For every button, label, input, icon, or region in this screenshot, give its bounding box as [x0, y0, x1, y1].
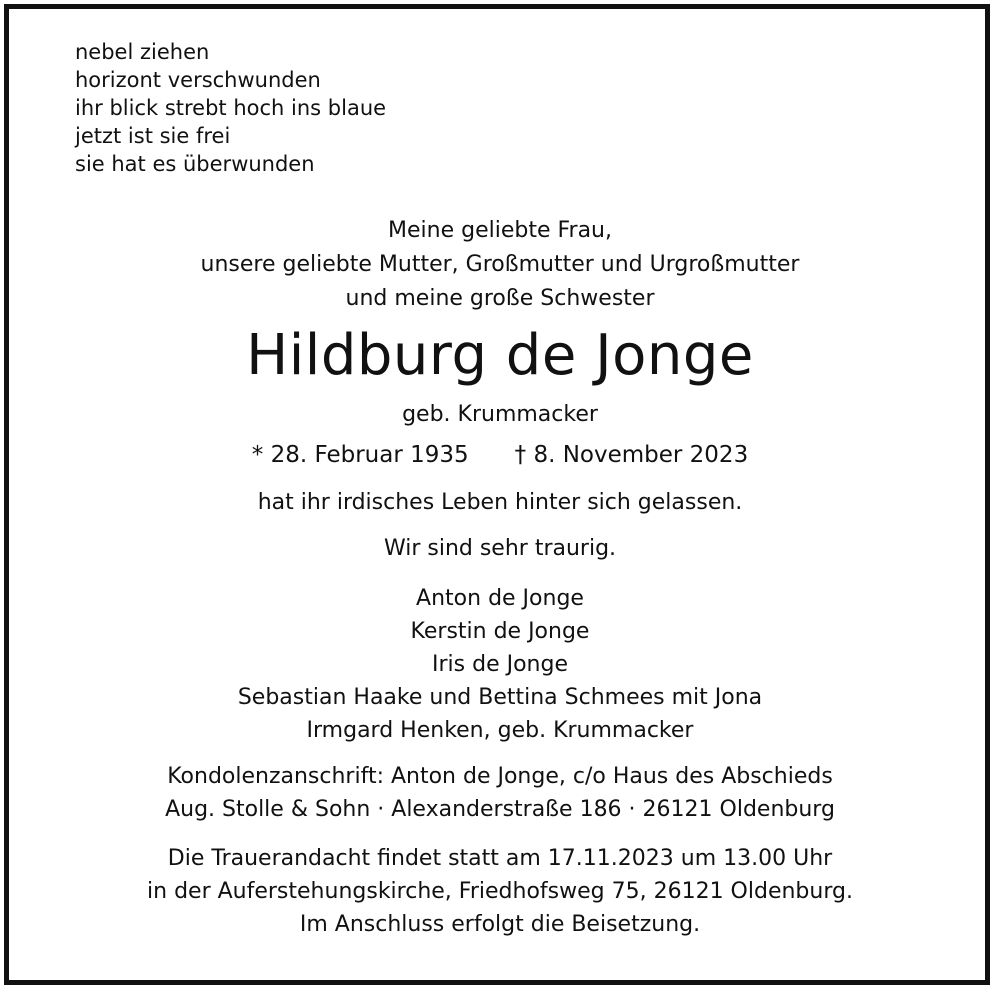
- birth-name: geb. Krummacker: [402, 402, 598, 427]
- signer: Iris de Jonge: [432, 652, 568, 677]
- signer: Anton de Jonge: [416, 586, 584, 611]
- signer: Sebastian Haake und Bettina Schmees mit Jona: [237, 685, 763, 710]
- intro-line: Meine geliebte Frau,: [388, 218, 612, 243]
- intro-line: und meine große Schwester: [345, 286, 655, 311]
- signer: Irmgard Henken, geb. Krummacker: [306, 718, 694, 743]
- sadness-text: Wir sind sehr traurig.: [383, 536, 617, 561]
- poem-line: ihr blick strebt hoch ins blaue: [75, 96, 387, 120]
- signers-list: [0, 582, 1000, 747]
- poem: [75, 38, 386, 178]
- service-line: Die Trauerandacht findet statt am 17.11.2023 um 13.00 Uhr: [167, 846, 833, 871]
- death-date: † 8. November 2023: [514, 442, 749, 468]
- intro-text: [0, 214, 1000, 316]
- condolence-line: Kondolenzanschrift: Anton de Jonge, c/o Haus des Abschieds: [167, 764, 833, 789]
- poem-line: nebel ziehen: [75, 40, 210, 64]
- poem-line: sie hat es überwunden: [75, 152, 315, 176]
- poem-line: jetzt ist sie frei: [75, 124, 231, 148]
- statement-text: hat ihr irdisches Leben hinter sich gelassen.: [257, 490, 743, 515]
- service-info: [0, 842, 1000, 941]
- birth-date: * 28. Februar 1935: [251, 442, 469, 468]
- service-line: in der Auferstehungskirche, Friedhofsweg 75, 26121 Oldenburg.: [147, 879, 853, 904]
- signer: Kerstin de Jonge: [410, 619, 590, 644]
- poem-line: horizont verschwunden: [75, 68, 321, 92]
- condolence-address: [0, 760, 1000, 826]
- intro-line: unsere geliebte Mutter, Großmutter und Urgroßmutter: [200, 252, 800, 277]
- service-line: Im Anschluss erfolgt die Beisetzung.: [299, 912, 701, 937]
- deceased-name: Hildburg de Jonge: [246, 323, 754, 388]
- life-dates: [0, 437, 1000, 473]
- condolence-line: Aug. Stolle & Sohn · Alexanderstraße 186 · 26121 Oldenburg: [165, 797, 835, 822]
